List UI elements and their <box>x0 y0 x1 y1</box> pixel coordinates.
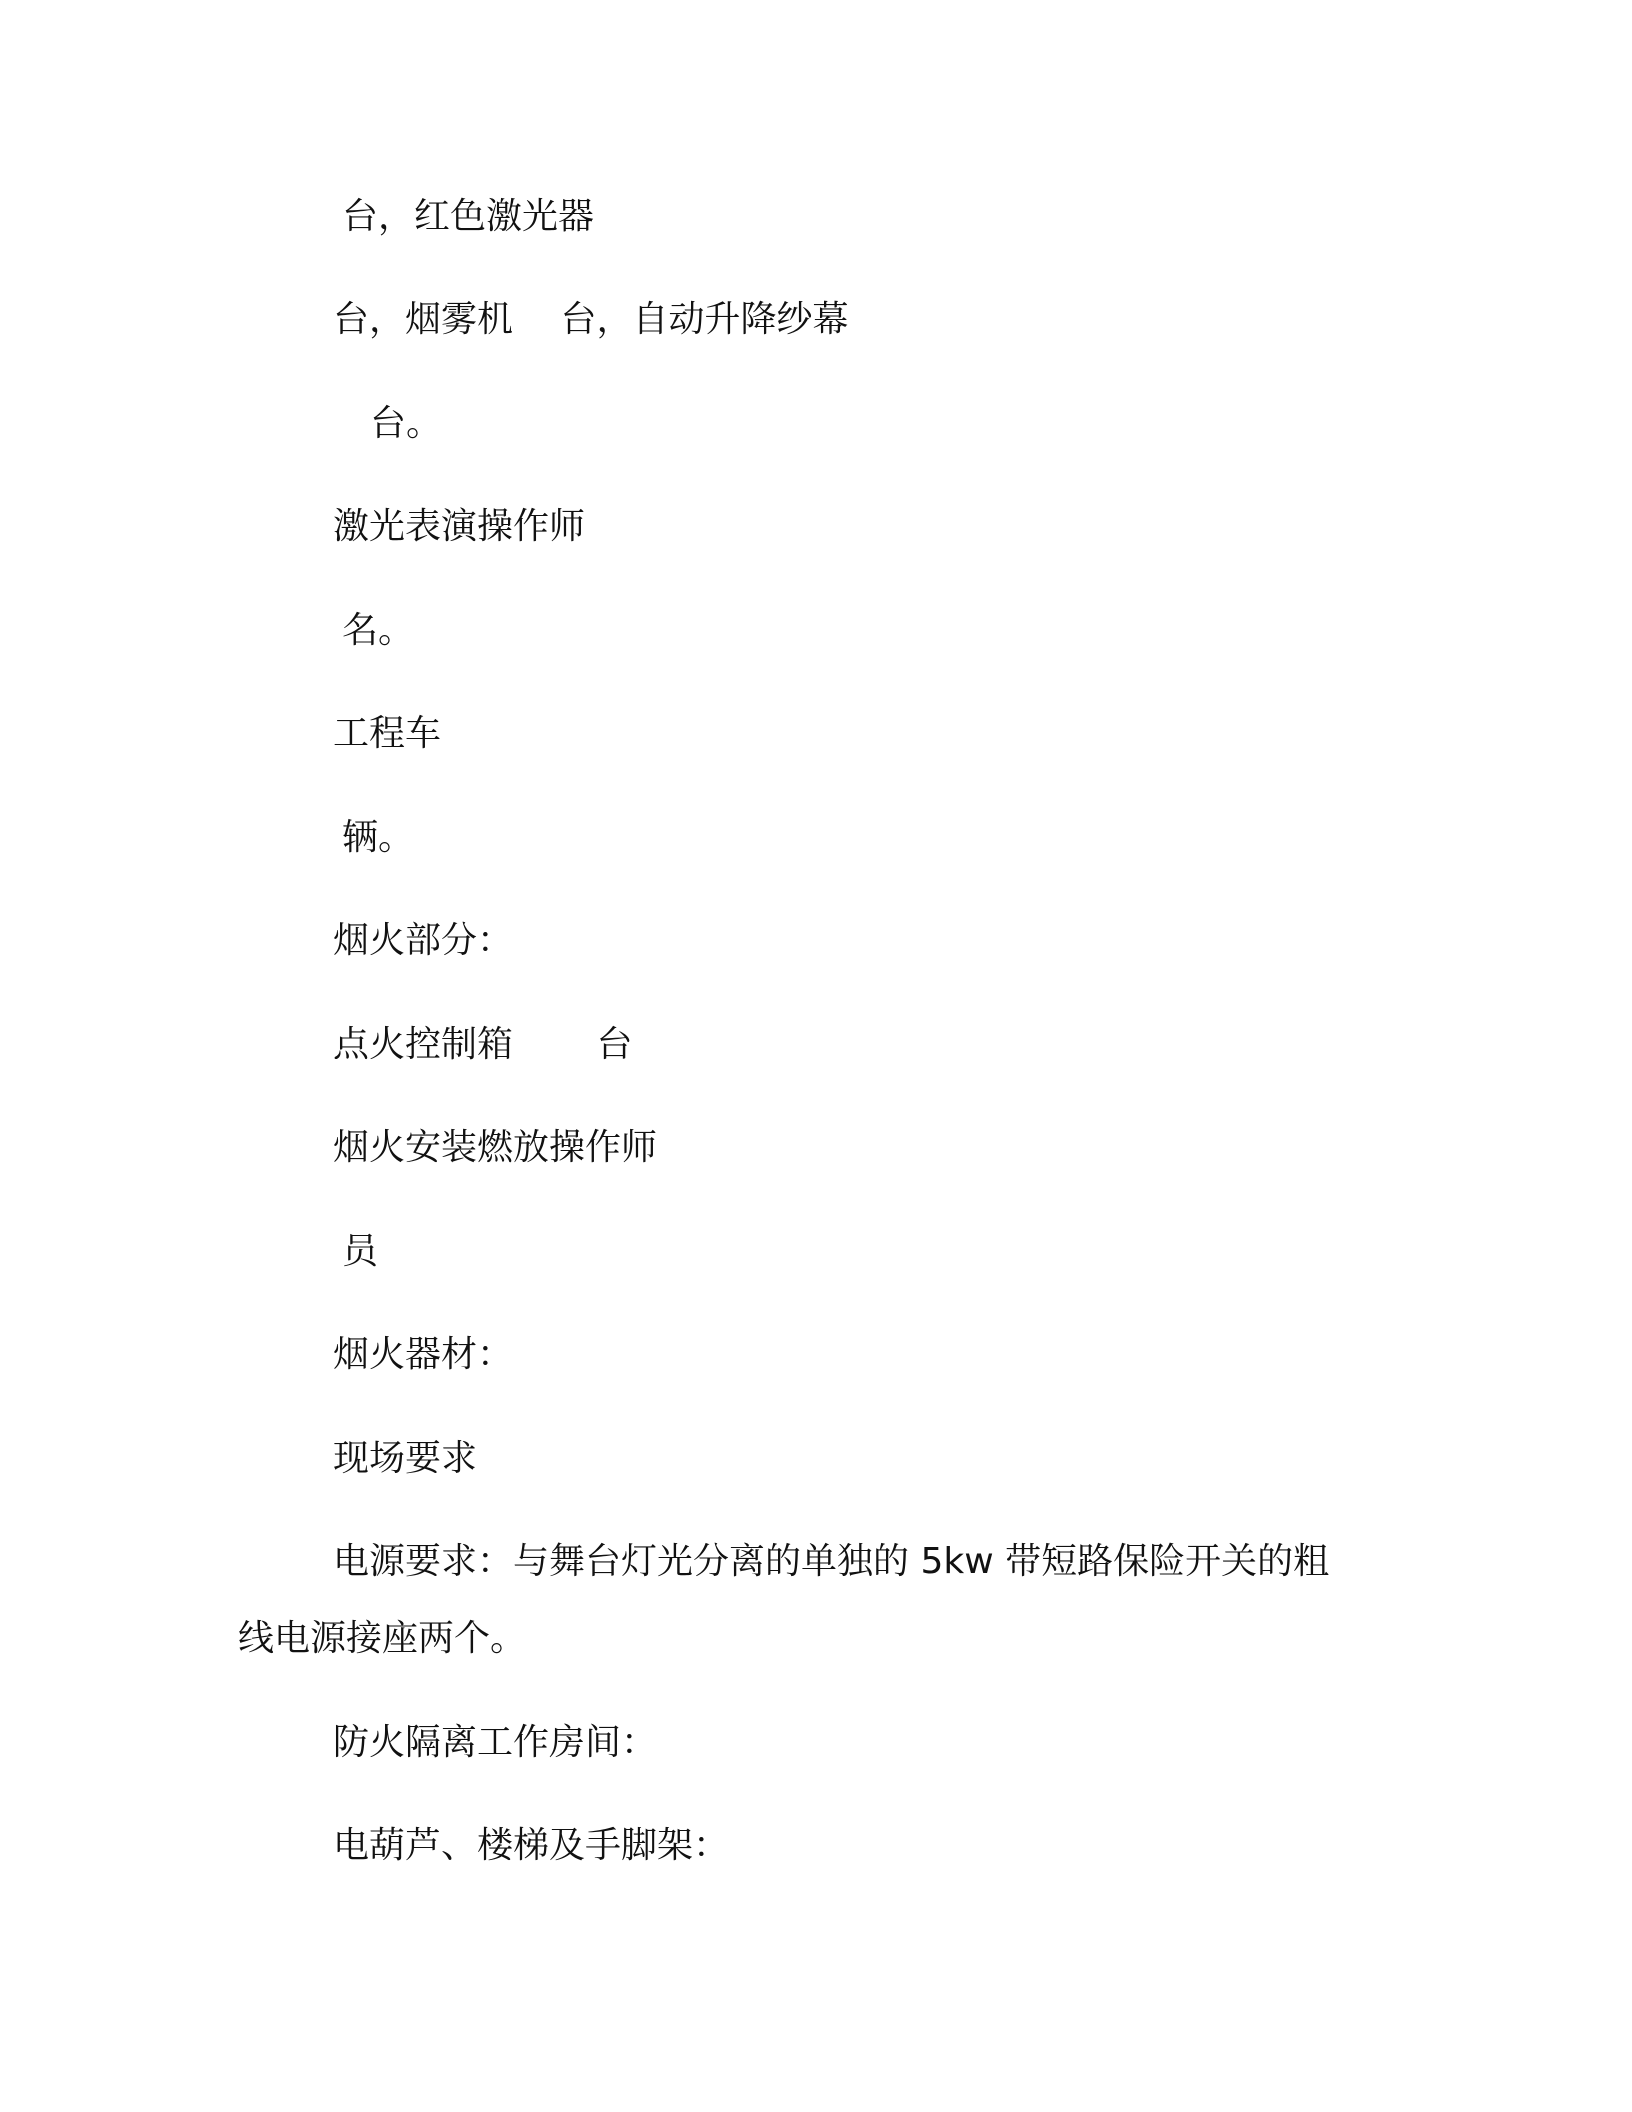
text-line-6: 工程车 <box>333 713 442 754</box>
text-line-1: 台，红色激光器 <box>342 196 595 237</box>
text-line-15: 线电源接座两个。 <box>238 1618 527 1659</box>
text-line-8: 烟火部分： <box>333 920 514 961</box>
text-line-4: 激光表演操作师 <box>333 506 586 547</box>
text-line-10: 烟火安装燃放操作师 <box>333 1127 658 1168</box>
text-line-14: 电源要求：与舞台灯光分离的单独的 5kw 带短路保险开关的粗 <box>333 1541 1330 1582</box>
text-line-17: 电葫芦、楼梯及手脚架： <box>333 1825 730 1866</box>
text-line-9: 点火控制箱 台 <box>333 1024 633 1065</box>
text-line-5: 名。 <box>342 610 415 651</box>
text-line-16: 防火隔离工作房间： <box>333 1722 658 1763</box>
text-line-12: 烟火器材： <box>333 1334 514 1375</box>
text-line-13: 现场要求 <box>333 1438 478 1479</box>
text-line-2: 台，烟雾机 台，自动升降纱幕 <box>333 299 849 340</box>
text-line-3: 台。 <box>370 403 443 444</box>
text-line-11: 员 <box>342 1231 379 1272</box>
text-line-7: 辆。 <box>342 817 415 858</box>
